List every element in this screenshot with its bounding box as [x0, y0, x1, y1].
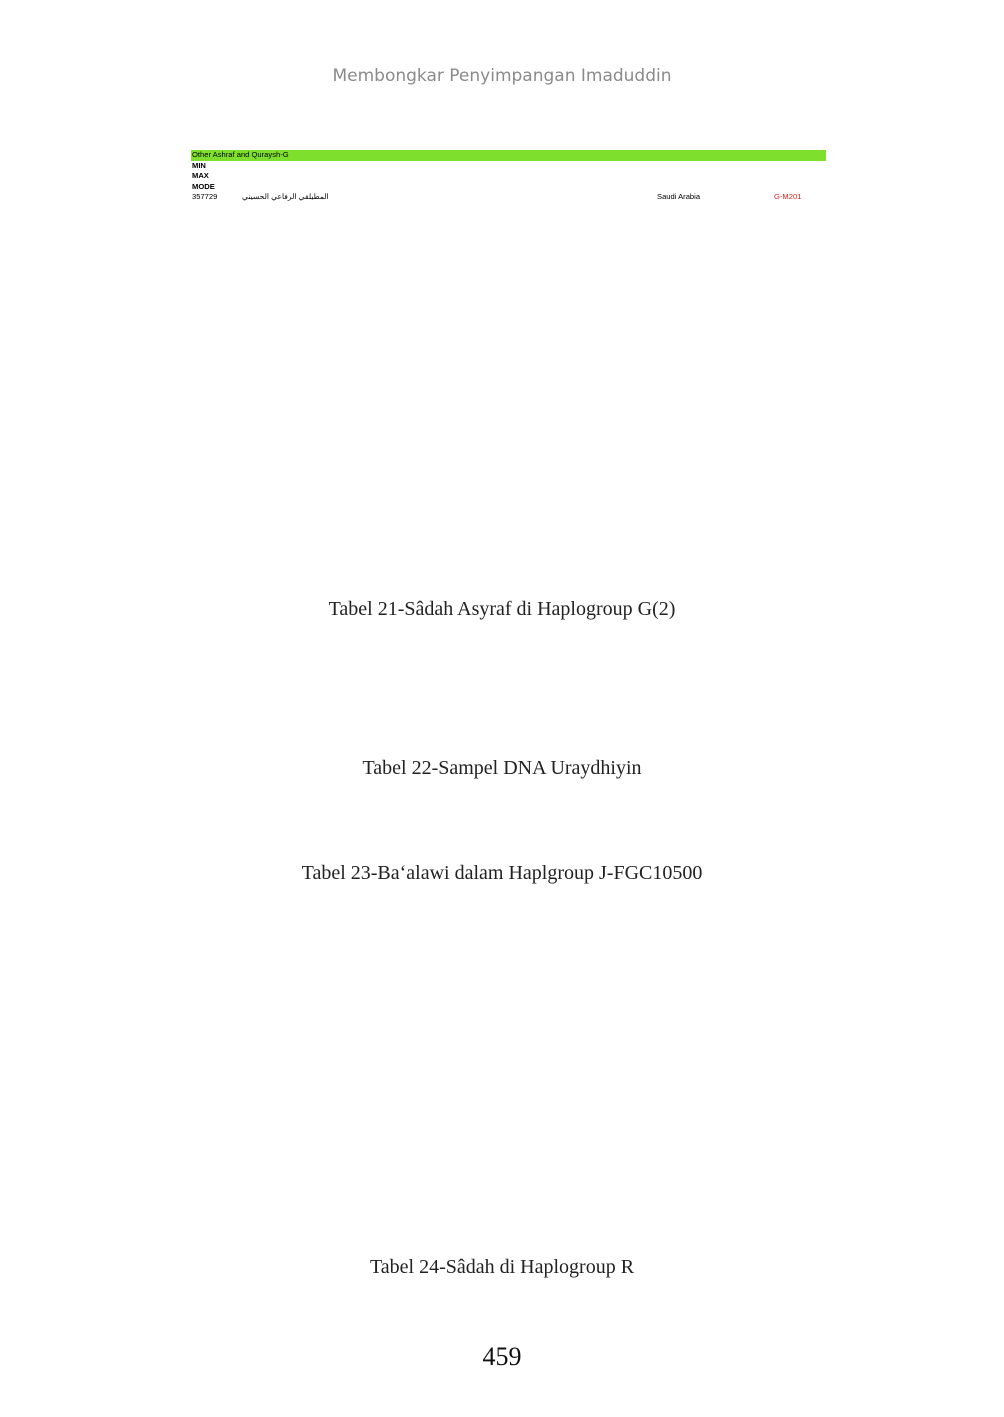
- caption-table-23: Tabel 23-Ba‘alawi dalam Haplgroup J-FGC10500: [301, 862, 703, 884]
- stat-row: [191, 171, 826, 182]
- table-header: [191, 150, 826, 161]
- page-number: 459: [482, 1342, 522, 1371]
- table-row: [191, 192, 826, 203]
- stat-row-cell: MODE: [192, 181, 215, 191]
- caption-table-22: Tabel 22-Sampel DNA Uraydhiyin: [362, 757, 642, 779]
- running-head: Membongkar Penyimpangan Imaduddin: [332, 66, 672, 86]
- table-cell: 357729: [192, 192, 218, 201]
- caption-table-24: Tabel 24-Sâdah di Haplogroup R: [369, 1256, 635, 1278]
- table-cell: المطيلقي الرفاعي الحسيني: [242, 192, 329, 201]
- caption-table-21: Tabel 21-Sâdah Asyraf di Haplogroup G(2): [328, 598, 676, 620]
- stat-row: [191, 182, 826, 193]
- stat-row-cell: MIN: [192, 160, 206, 170]
- table-21: [191, 150, 826, 203]
- table-cell: [446, 192, 656, 203]
- stat-row-cell: MAX: [192, 171, 209, 180]
- stat-row: [191, 161, 826, 172]
- haplogroup-cell: G-M201: [774, 192, 802, 201]
- table-header-cell: Other Ashraf and Quraysh-G: [191, 150, 826, 161]
- table-cell: Saudi Arabia: [657, 192, 701, 201]
